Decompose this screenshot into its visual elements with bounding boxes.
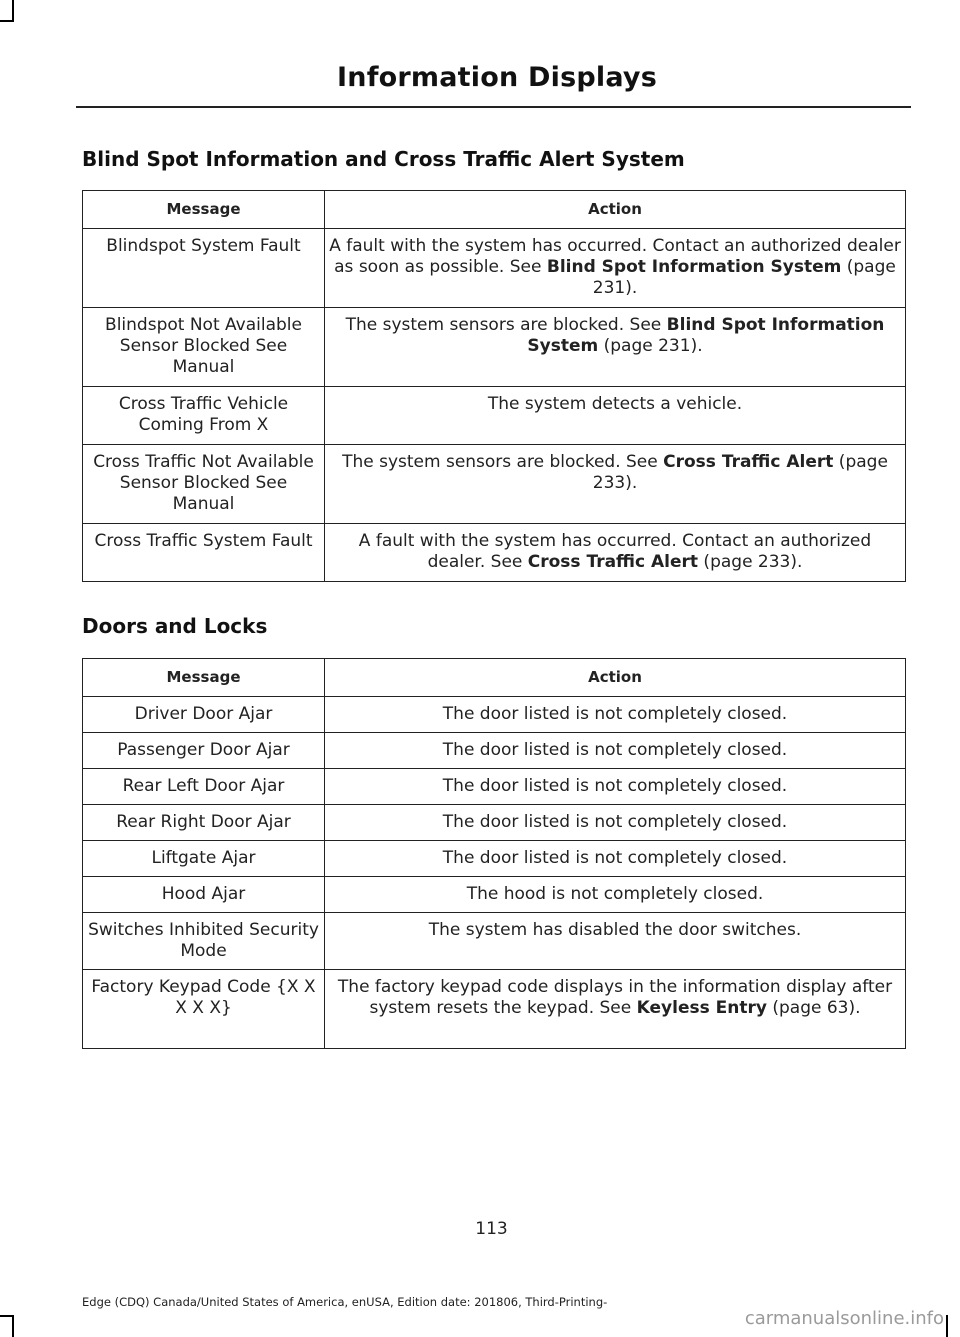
- table-row: [83, 524, 906, 582]
- action-cell: The hood is not completely closed.: [325, 877, 906, 913]
- table-row: [83, 877, 906, 913]
- table-row: [83, 308, 906, 387]
- message-cell: Cross Traffic System Fault: [83, 524, 325, 582]
- table-row: [83, 970, 906, 1049]
- action-cell: The door listed is not completely closed.: [325, 841, 906, 877]
- crop-mark: [946, 1315, 948, 1337]
- table-row: [83, 229, 906, 308]
- message-cell: Driver Door Ajar: [83, 697, 325, 733]
- action-cell: The door listed is not completely closed.: [325, 769, 906, 805]
- table-row: [83, 805, 906, 841]
- action-cell: The door listed is not completely closed.: [325, 697, 906, 733]
- action-cell: The door listed is not completely closed.: [325, 805, 906, 841]
- message-cell: Blindspot Not Available Sensor Blocked See Manual: [83, 308, 325, 387]
- cross-reference-link: Blind Spot Information System: [527, 315, 885, 356]
- action-cell: The system sensors are blocked. See Cross Traffic Alert (page 233).: [325, 445, 906, 524]
- column-header-message: Message: [83, 191, 325, 229]
- doors-locks-table: [82, 658, 906, 1049]
- message-cell: Passenger Door Ajar: [83, 733, 325, 769]
- message-cell: Hood Ajar: [83, 877, 325, 913]
- cross-reference-link: Keyless Entry: [636, 998, 767, 1018]
- section-title-blind-spot: Blind Spot Information and Cross Traffic Alert System: [82, 147, 685, 171]
- cross-reference-link: Cross Traffic Alert: [663, 452, 834, 472]
- blind-spot-table: [82, 190, 906, 582]
- cross-reference-link: Blind Spot Information System: [546, 257, 842, 277]
- crop-mark: [12, 1315, 14, 1337]
- message-cell: Liftgate Ajar: [83, 841, 325, 877]
- message-cell: Blindspot System Fault: [83, 229, 325, 308]
- cross-reference-link: Cross Traffic Alert: [527, 552, 699, 572]
- table-row: [83, 841, 906, 877]
- column-header-action: Action: [325, 659, 906, 697]
- action-cell: The door listed is not completely closed.: [325, 733, 906, 769]
- crop-mark: [0, 20, 14, 22]
- table-header-row: [83, 659, 906, 697]
- table-row: [83, 733, 906, 769]
- table-header-row: [83, 191, 906, 229]
- message-cell: Rear Left Door Ajar: [83, 769, 325, 805]
- message-cell: Switches Inhibited Security Mode: [83, 913, 325, 970]
- column-header-action: Action: [325, 191, 906, 229]
- action-cell: The system detects a vehicle.: [325, 387, 906, 445]
- footer-edition-text: Edge (CDQ) Canada/United States of America, enUSA, Edition date: 201806, Third-Printing-: [82, 1295, 608, 1309]
- message-cell: Cross Traffic Not Available Sensor Blocked See Manual: [83, 445, 325, 524]
- column-header-message: Message: [83, 659, 325, 697]
- table-row: [83, 769, 906, 805]
- message-cell: Rear Right Door Ajar: [83, 805, 325, 841]
- section-title-doors-locks: Doors and Locks: [82, 614, 268, 638]
- page-number: 113: [475, 1219, 508, 1239]
- action-cell: The factory keypad code displays in the information display after system resets the keypad. See Keyless Entry (page 63).: [325, 970, 906, 1049]
- table-row: [83, 697, 906, 733]
- table-row: [83, 913, 906, 970]
- crop-mark: [0, 1315, 14, 1317]
- watermark-text: carmanualsonline.info: [744, 1308, 944, 1329]
- crop-mark: [12, 0, 14, 22]
- action-cell: A fault with the system has occurred. Contact an authorized dealer. See Cross Traffic Alert (page 233).: [325, 524, 906, 582]
- message-cell: Factory Keypad Code {X X X X X}: [83, 970, 325, 1049]
- action-cell: A fault with the system has occurred. Contact an authorized dealer as soon as possible. See Blind Spot Information System (page 231).: [325, 229, 906, 308]
- action-cell: The system has disabled the door switches.: [325, 913, 906, 970]
- message-cell: Cross Traffic Vehicle Coming From X: [83, 387, 325, 445]
- table-row: [83, 387, 906, 445]
- page-header-title: Information Displays: [337, 62, 657, 93]
- table-row: [83, 445, 906, 524]
- action-cell: The system sensors are blocked. See Blind Spot Information System (page 231).: [325, 308, 906, 387]
- header-rule: [76, 106, 911, 108]
